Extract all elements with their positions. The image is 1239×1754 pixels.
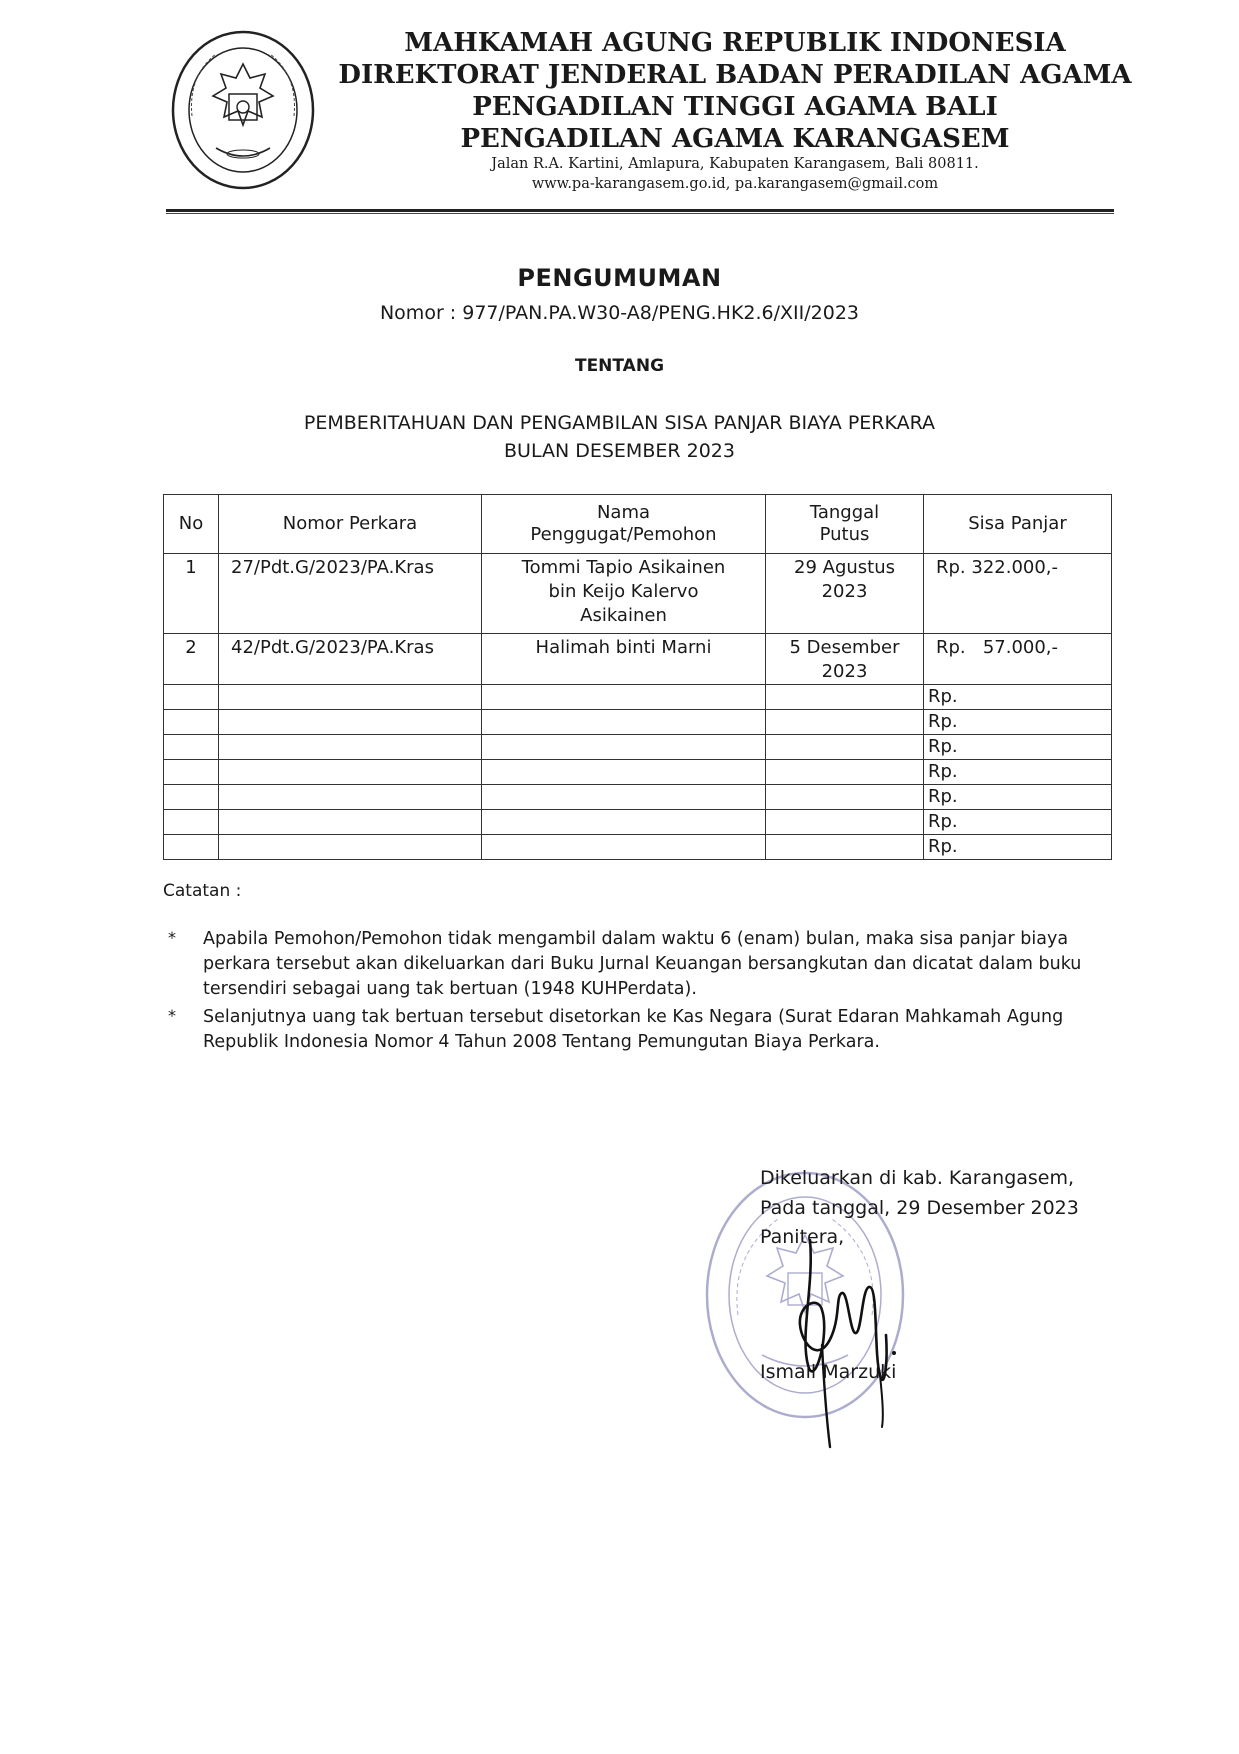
note-bullet: *	[168, 928, 176, 947]
col-header-date	[766, 495, 924, 554]
col-header-date-l1: Tanggal	[809, 502, 880, 523]
table-row-empty	[164, 760, 1112, 785]
cell-balance-empty: Rp.	[924, 685, 1112, 710]
col-header-name-l2: Penggugat/Pemohon	[530, 524, 717, 545]
cell-date	[766, 554, 924, 634]
cell-balance: Rp. 322.000,-	[924, 554, 1112, 634]
cell-name	[482, 634, 766, 685]
case-balance-table	[163, 494, 1112, 860]
cell-no: 1	[164, 554, 219, 634]
table-row	[164, 634, 1112, 685]
cell-balance-empty: Rp.	[924, 710, 1112, 735]
cell-date-l1: 5 Desember	[789, 637, 900, 658]
note-item: Apabila Pemohon/Pemohon tidak mengambil dalam waktu 6 (enam) bulan, maka sisa panjar biaya perkara tersebut akan dikeluarkan dari Buku Jurnal Keuangan bersangkutan dan dicatat dalam buku tersendiri sebagai uang tak bertuan (1948 KUHPerdata).	[203, 929, 1082, 999]
cell-case-number: 42/Pdt.G/2023/PA.Kras	[219, 634, 482, 685]
cell-date-l2: 2023	[821, 581, 868, 602]
table-row-empty	[164, 835, 1112, 860]
header-divider-thin	[166, 213, 1114, 214]
cell-name	[482, 554, 766, 634]
cell-no: 2	[164, 634, 219, 685]
cell-name-l3: Asikainen	[580, 605, 667, 626]
cell-name-l2: bin Keijo Kalervo	[548, 581, 699, 602]
cell-date	[766, 634, 924, 685]
table-row-empty	[164, 810, 1112, 835]
table-row-empty	[164, 785, 1112, 810]
cell-date-l1: 29 Agustus	[794, 557, 895, 578]
subject-line-2: BULAN DESEMBER 2023	[504, 440, 735, 462]
signature-position: Panitera,	[760, 1226, 845, 1248]
cell-balance-empty: Rp.	[924, 735, 1112, 760]
header-line-directorate: DIREKTORAT JENDERAL BADAN PERADILAN AGAMA	[338, 60, 1132, 90]
cell-balance: Rp. 57.000,-	[924, 634, 1112, 685]
table-row-empty	[164, 735, 1112, 760]
signature-date: Pada tanggal, 29 Desember 2023	[760, 1197, 1079, 1219]
cell-balance-empty: Rp.	[924, 835, 1112, 860]
col-header-name-l1: Nama	[596, 502, 651, 523]
header-divider	[166, 209, 1114, 212]
cell-balance-empty: Rp.	[924, 785, 1112, 810]
col-header-no: No	[164, 495, 219, 554]
signature-place: Dikeluarkan di kab. Karangasem,	[760, 1167, 1075, 1189]
note-item: Selanjutnya uang tak bertuan tersebut disetorkan ke Kas Negara (Surat Edaran Mahkamah Agung Republik Indonesia Nomor 4 Tahun 2008 Tentang Pemungutan Biaya Perkara.	[203, 1007, 1064, 1052]
header-line-high-court: PENGADILAN TINGGI AGAMA BALI	[472, 92, 998, 122]
col-header-date-l2: Putus	[819, 524, 870, 545]
header-address: Jalan R.A. Kartini, Amlapura, Kabupaten Karangasem, Bali 80811.	[491, 156, 979, 172]
court-seal-icon	[170, 28, 316, 192]
cell-date-l2: 2023	[821, 661, 868, 682]
cell-balance-empty: Rp.	[924, 810, 1112, 835]
col-header-balance: Sisa Panjar	[924, 495, 1112, 554]
table-header-row	[164, 495, 1112, 554]
col-header-case-number: Nomor Perkara	[219, 495, 482, 554]
notes-label: Catatan :	[163, 881, 242, 901]
subject-line-1: PEMBERITAHUAN DAN PENGAMBILAN SISA PANJAR BIAYA PERKARA	[303, 412, 936, 434]
note-bullet: *	[168, 1006, 176, 1025]
header-web-email: www.pa-karangasem.go.id, pa.karangasem@gmail.com	[531, 176, 939, 192]
header-line-court: PENGADILAN AGAMA KARANGASEM	[460, 124, 1010, 154]
document-number: Nomor : 977/PAN.PA.W30-A8/PENG.HK2.6/XII/2023	[379, 302, 860, 324]
signer-name: Ismail Marzuki	[760, 1361, 897, 1383]
table-row-empty	[164, 685, 1112, 710]
header-line-supreme-court: MAHKAMAH AGUNG REPUBLIK INDONESIA	[404, 28, 1066, 58]
page-title: PENGUMUMAN	[517, 264, 722, 292]
table-row	[164, 554, 1112, 634]
handwritten-signature-icon	[770, 1215, 920, 1455]
col-header-name	[482, 495, 766, 554]
cell-name-l1: Halimah binti Marni	[535, 637, 712, 658]
cell-balance-empty: Rp.	[924, 760, 1112, 785]
cell-case-number: 27/Pdt.G/2023/PA.Kras	[219, 554, 482, 634]
cell-name-l1: Tommi Tapio Asikainen	[521, 557, 726, 578]
table-row-empty	[164, 710, 1112, 735]
about-label: TENTANG	[574, 356, 665, 376]
